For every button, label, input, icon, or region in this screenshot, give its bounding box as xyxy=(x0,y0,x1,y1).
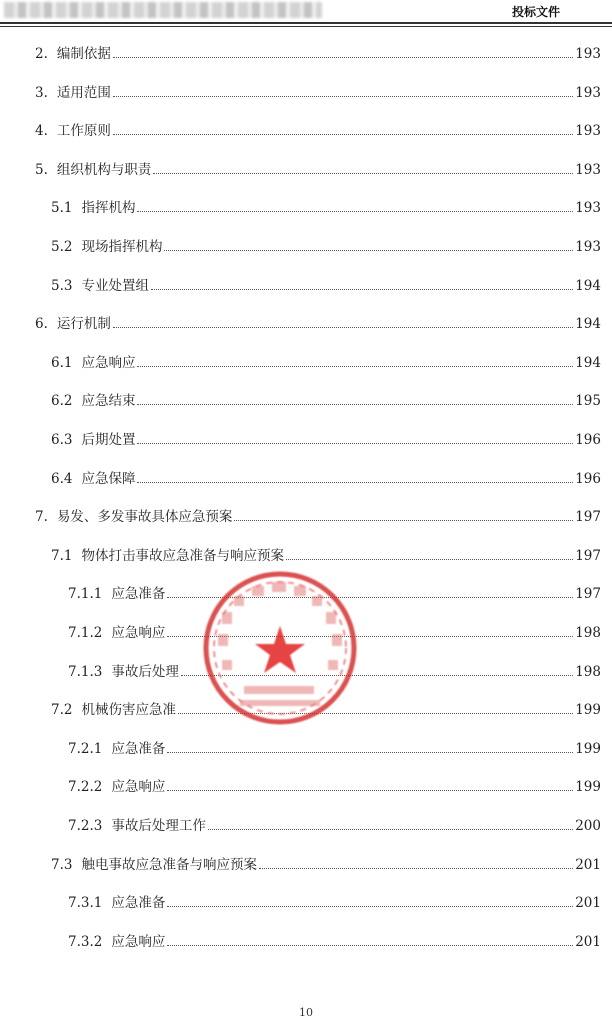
toc-leader-dots xyxy=(164,249,573,251)
toc-entry[interactable] xyxy=(51,546,601,566)
toc-entry[interactable] xyxy=(51,430,601,450)
toc-leader-dots xyxy=(178,712,573,714)
toc-entry[interactable] xyxy=(68,662,601,682)
toc-entry-page: 199 xyxy=(575,702,601,719)
toc-entry[interactable] xyxy=(51,700,601,720)
toc-entry[interactable] xyxy=(68,623,601,643)
toc-leader-dots xyxy=(137,442,573,444)
toc-entry[interactable] xyxy=(35,160,601,180)
toc-entry-title: 触电事故应急准备与响应预案 xyxy=(81,856,257,873)
toc-entry-page: 197 xyxy=(575,586,601,603)
toc-leader-dots xyxy=(113,326,573,328)
toc-entry-number: 6.4 xyxy=(51,470,73,487)
page-header xyxy=(0,0,612,22)
toc-entry-number: 6.1 xyxy=(51,354,73,371)
toc-entry-title: 应急响应 xyxy=(111,933,166,950)
toc-entry-page: 193 xyxy=(575,239,601,255)
toc-entry-page: 197 xyxy=(575,547,601,564)
toc-entry-number: 7.2.2 xyxy=(68,779,103,796)
toc-entry-page: 198 xyxy=(575,663,601,680)
toc-entry-page: 194 xyxy=(575,354,601,371)
toc-entry-number: 7.3.1 xyxy=(68,895,103,912)
toc-entry-number: 7.2.3 xyxy=(68,818,103,834)
toc-leader-dots xyxy=(113,133,573,135)
toc-entry[interactable] xyxy=(68,777,601,797)
toc-leader-dots xyxy=(167,596,573,598)
toc-entry[interactable] xyxy=(51,198,601,218)
toc-entry[interactable] xyxy=(35,83,601,103)
toc-entry-title: 应急保障 xyxy=(81,470,136,487)
toc-leader-dots xyxy=(113,95,573,97)
toc-leader-dots xyxy=(137,403,573,405)
toc-entry-page: 194 xyxy=(575,316,601,333)
toc-entry-number: 5. xyxy=(35,161,48,178)
toc-entry-title: 事故后处理 xyxy=(111,663,179,680)
toc-entry-title: 指挥机构 xyxy=(81,200,136,217)
toc-entry-page: 201 xyxy=(575,856,601,873)
toc-entry-title: 后期处置 xyxy=(81,432,136,448)
toc-entry-number: 6. xyxy=(35,316,48,333)
toc-entry-number: 7.1 xyxy=(51,547,73,564)
toc-leader-dots xyxy=(286,558,573,560)
toc-leader-dots xyxy=(137,365,573,367)
toc-leader-dots xyxy=(137,210,573,212)
toc-entry-page: 200 xyxy=(575,818,601,834)
toc-leader-dots xyxy=(167,751,573,753)
toc-entry-number: 5.2 xyxy=(51,239,73,255)
toc-leader-dots xyxy=(259,867,573,869)
toc-leader-dots xyxy=(167,944,573,946)
toc-entry-number: 7. xyxy=(35,509,48,526)
page-number: 10 xyxy=(299,1006,313,1019)
toc-entry-number: 7.1.2 xyxy=(68,625,103,641)
toc-entry[interactable] xyxy=(35,121,601,141)
toc-entry-number: 7.3.2 xyxy=(68,933,103,950)
toc-leader-dots xyxy=(153,172,573,174)
toc-entry-title: 现场指挥机构 xyxy=(81,239,163,255)
toc-entry[interactable] xyxy=(51,469,601,489)
toc-entry-title: 工作原则 xyxy=(56,123,111,140)
toc-entry-title: 应急准备 xyxy=(111,740,166,757)
toc-entry-number: 7.1.1 xyxy=(68,586,103,603)
toc-entry-title: 应急准备 xyxy=(111,586,166,603)
toc-entry-title: 物体打击事故应急准备与响应预案 xyxy=(81,547,284,564)
toc-entry-title: 应急准备 xyxy=(111,895,166,912)
toc-entry-page: 193 xyxy=(575,84,601,101)
toc-entry[interactable] xyxy=(35,314,601,334)
toc-leader-dots xyxy=(167,635,573,637)
toc-entry[interactable] xyxy=(51,391,601,411)
toc-entry-page: 193 xyxy=(575,46,601,62)
toc-entry-title: 应急响应 xyxy=(81,354,136,371)
toc-entry-page: 196 xyxy=(575,470,601,487)
toc-entry-title: 应急响应 xyxy=(111,625,166,641)
toc-entry-title: 运行机制 xyxy=(56,316,111,333)
toc-entry-number: 5.3 xyxy=(51,277,73,294)
toc-entry-number: 4. xyxy=(35,123,48,140)
toc-entry-page: 195 xyxy=(575,393,601,410)
toc-entry-page: 199 xyxy=(575,779,601,796)
toc-entry[interactable] xyxy=(35,44,601,64)
header-rule-thick xyxy=(0,22,612,24)
toc-entry-number: 7.3 xyxy=(51,856,73,873)
toc-entry-number: 7.1.3 xyxy=(68,663,103,680)
toc-entry-page: 199 xyxy=(575,740,601,757)
toc-entry-number: 5.1 xyxy=(51,200,73,217)
toc-entry[interactable] xyxy=(68,816,601,836)
toc-entry-page: 201 xyxy=(575,933,601,950)
toc-entry-title: 适用范围 xyxy=(56,84,111,101)
toc-entry[interactable] xyxy=(51,353,601,373)
redacted-header-text xyxy=(4,2,322,18)
toc-entry-page: 196 xyxy=(575,432,601,448)
toc-entry-title: 易发、多发事故具体应急预案 xyxy=(56,509,233,526)
toc-leader-dots xyxy=(167,789,573,791)
toc-entry-page: 194 xyxy=(575,277,601,294)
toc-entry-page: 193 xyxy=(575,161,601,178)
toc-entry-title: 编制依据 xyxy=(56,46,111,62)
toc-entry[interactable] xyxy=(51,855,601,875)
toc-entry-number: 3. xyxy=(35,84,48,101)
toc-entry-number: 6.3 xyxy=(51,432,73,448)
toc-entry[interactable] xyxy=(35,507,601,527)
toc-leader-dots xyxy=(167,905,573,907)
toc-entry[interactable] xyxy=(68,893,601,913)
toc-entry[interactable] xyxy=(68,584,601,604)
toc-entry-page: 193 xyxy=(575,123,601,140)
header-rule-thin xyxy=(0,26,612,27)
toc-leader-dots xyxy=(151,288,573,290)
toc-entry-title: 机械伤害应急准 xyxy=(81,702,176,719)
document-type-label: 投标文件 xyxy=(511,5,560,19)
toc-entry-title: 应急响应 xyxy=(111,779,166,796)
toc-entry[interactable] xyxy=(68,932,601,952)
toc-entry-number: 7.2.1 xyxy=(68,740,103,757)
toc-entry-page: 193 xyxy=(575,200,601,217)
toc-leader-dots xyxy=(234,519,573,521)
toc-entry-page: 197 xyxy=(575,509,601,526)
toc-entry-page: 201 xyxy=(575,895,601,912)
toc-entry-number: 7.2 xyxy=(51,702,73,719)
toc-entry-title: 应急结束 xyxy=(81,393,136,410)
toc-entry-number: 6.2 xyxy=(51,393,73,410)
toc-leader-dots xyxy=(181,674,573,676)
toc-entry-title: 事故后处理工作 xyxy=(111,818,206,834)
toc-leader-dots xyxy=(137,481,573,483)
toc-entry[interactable] xyxy=(51,237,601,257)
toc-leader-dots xyxy=(208,828,573,830)
toc-entry-number: 2. xyxy=(35,46,48,62)
toc-entry-title: 组织机构与职责 xyxy=(56,161,152,178)
toc-leader-dots xyxy=(113,56,573,58)
toc-entry[interactable] xyxy=(51,276,601,296)
toc-entry[interactable] xyxy=(68,739,601,759)
toc-entry-title: 专业处置组 xyxy=(81,277,149,294)
toc-entry-page: 198 xyxy=(575,625,601,641)
